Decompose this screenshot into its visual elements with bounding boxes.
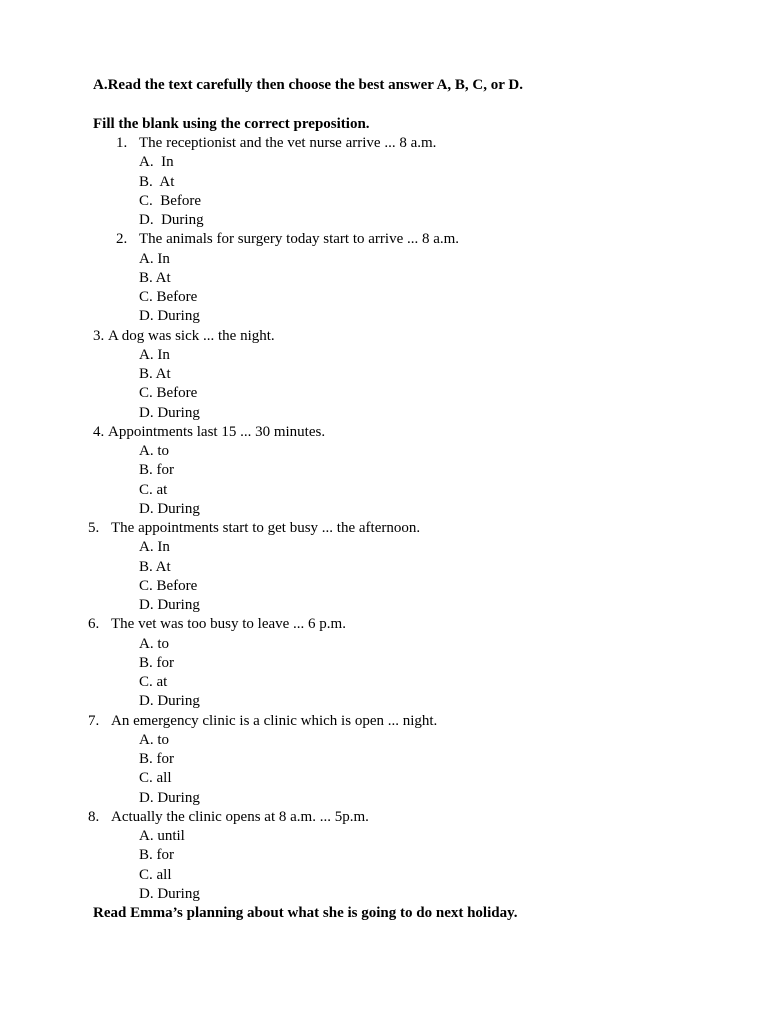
option-b: B. At: [139, 366, 171, 382]
option-d: D. During: [139, 790, 200, 806]
question-number: 5.: [88, 520, 100, 536]
option-b: B. for: [139, 655, 174, 671]
question-text: Appointments last 15 ... 30 minutes.: [108, 424, 326, 440]
exercise-heading: A.Read the text carefully then choose the best answer A, B, C, or D.: [93, 77, 523, 93]
option-d: D. During: [139, 501, 200, 517]
question-number: 3.: [93, 328, 105, 344]
option-a: A. to: [139, 636, 169, 652]
option-d: D. During: [139, 308, 200, 324]
option-b: B. for: [139, 847, 174, 863]
question-number: 2.: [116, 231, 128, 247]
option-a: A. until: [139, 828, 185, 844]
option-d: D. During: [139, 597, 200, 613]
option-b: B. for: [139, 751, 174, 767]
option-b: B. At: [139, 270, 171, 286]
question-number: 6.: [88, 616, 100, 632]
section-title: Fill the blank using the correct preposition.: [93, 116, 370, 132]
option-a: A. In: [139, 251, 170, 267]
option-b: B. At: [139, 174, 175, 190]
option-a: A. to: [139, 732, 169, 748]
question-text: The animals for surgery today start to arrive ... 8 a.m.: [139, 231, 460, 247]
question-number: 1.: [116, 135, 128, 151]
option-c: C. all: [139, 770, 172, 786]
question-text: A dog was sick ... the night.: [108, 328, 275, 344]
option-c: C. Before: [139, 289, 198, 305]
option-d: D. During: [139, 693, 200, 709]
option-c: C. at: [139, 674, 168, 690]
question-text: The appointments start to get busy ... the afternoon.: [111, 520, 421, 536]
question-number: 4.: [93, 424, 105, 440]
option-a: A. to: [139, 443, 169, 459]
option-a: A. In: [139, 539, 170, 555]
question-text: The receptionist and the vet nurse arrive ... 8 a.m.: [139, 135, 437, 151]
question-text: Actually the clinic opens at 8 a.m. ... 5p.m.: [111, 809, 369, 825]
option-d: D. During: [139, 405, 200, 421]
option-c: C. Before: [139, 578, 198, 594]
option-c: C. Before: [139, 193, 202, 209]
option-b: B. At: [139, 559, 171, 575]
question-number: 8.: [88, 809, 100, 825]
question-text: The vet was too busy to leave ... 6 p.m.: [111, 616, 346, 632]
option-b: B. for: [139, 462, 174, 478]
option-c: C. all: [139, 867, 172, 883]
option-a: A. In: [139, 347, 170, 363]
question-number: 7.: [88, 713, 100, 729]
footer-instruction: Read Emma’s planning about what she is going to do next holiday.: [93, 905, 518, 921]
option-c: C. Before: [139, 385, 198, 401]
question-text: An emergency clinic is a clinic which is open ... night.: [111, 713, 438, 729]
option-c: C. at: [139, 482, 168, 498]
option-d: D. During: [139, 212, 204, 228]
option-a: A. In: [139, 154, 174, 170]
option-d: D. During: [139, 886, 200, 902]
